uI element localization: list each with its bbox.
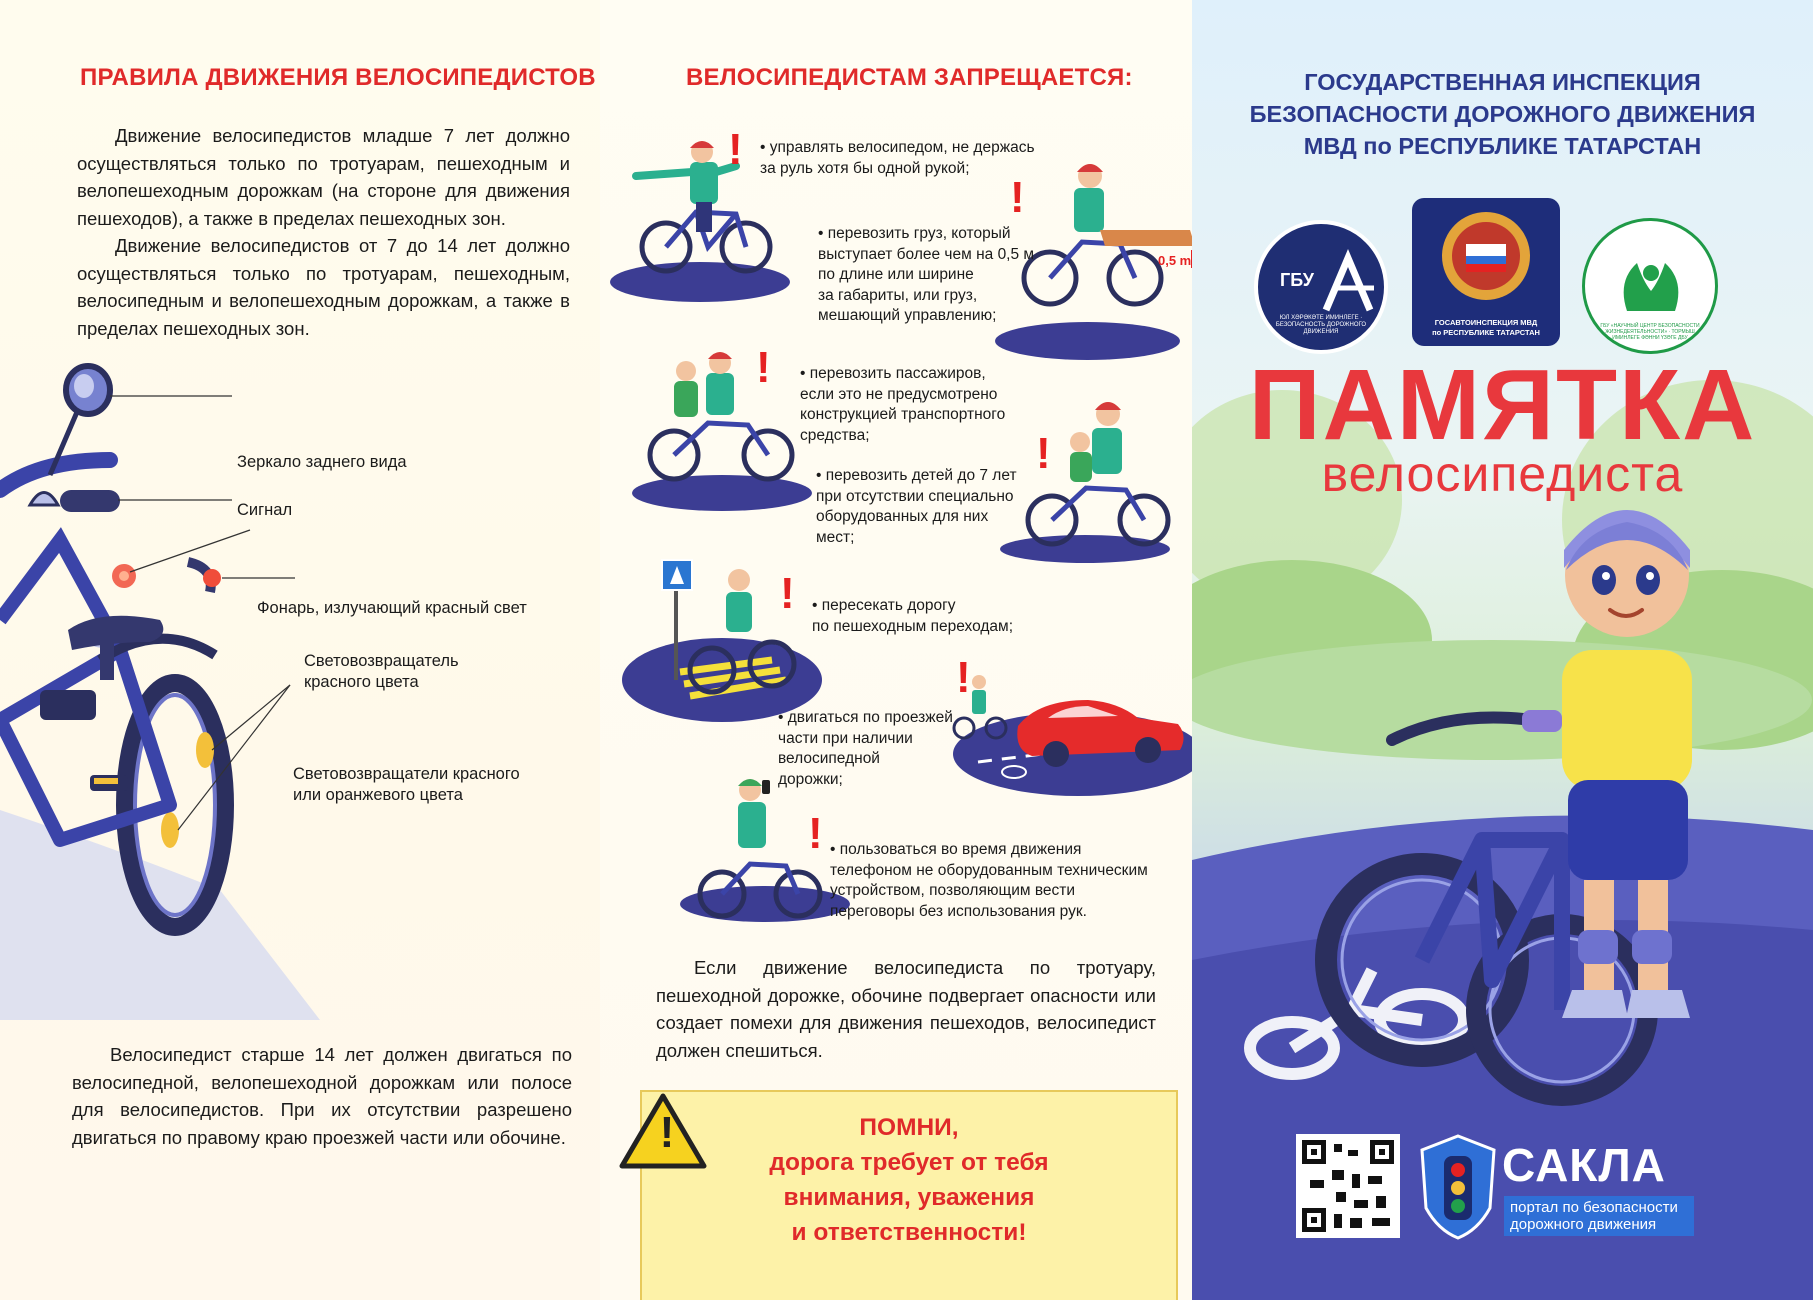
left-panel bbox=[0, 0, 600, 1300]
left-rules-text bbox=[77, 122, 570, 342]
boy-with-bicycle-illustration bbox=[1292, 540, 1732, 1100]
rule-passengers: • перевозить пассажиров, если это не предусмотрено конструкцией транспортного средства; bbox=[800, 365, 1006, 444]
paragraph-under-7: Движение велосипедистов младше 7 лет должно осуществляться только по тротуарам, пешеходным и велопешеходным дорожкам (на стороне для движения пешеходов), а также в пределах пешеходных зон. bbox=[77, 125, 570, 229]
paragraph-7-14: Движение велосипедистов от 7 до 14 лет должно осуществляться только по тротуарам, пешеходным, велосипедным и велопешеходным дорожкам, а также в пределах пешеходных зон. bbox=[77, 235, 570, 339]
gbu-logo bbox=[1254, 220, 1388, 354]
cyclist-phone-illustration bbox=[700, 772, 820, 922]
road-car-illustration bbox=[948, 666, 1188, 796]
sakla-logo[interactable] bbox=[1418, 1134, 1718, 1240]
warning-exclamation-2: ! bbox=[1010, 173, 1025, 222]
warning-exclamation-5: ! bbox=[780, 569, 795, 618]
label-reflector-red: Световозвращатель красного цвета bbox=[304, 652, 459, 691]
label-lamp: Фонарь, излучающий красный свет bbox=[257, 599, 527, 617]
cyclist-child-seat-illustration bbox=[1032, 400, 1182, 550]
rule-cargo: • перевозить груз, который выступает более чем на 0,5 м по длине или ширине за габариты, или груз, мешающий управлению; bbox=[818, 225, 1035, 324]
warning-exclamation-6: ! bbox=[956, 653, 971, 702]
prohibitions-title: ВЕЛОСИПЕДИСТАМ ЗАПРЕЩАЕТСЯ: bbox=[686, 64, 1133, 91]
gai-emblem-icon bbox=[1412, 202, 1560, 312]
phone-icon bbox=[762, 780, 770, 794]
rule-children: • перевозить детей до 7 лет при отсутствии специально оборудованных для них мест; bbox=[816, 467, 1017, 546]
cyclist-passenger-illustration bbox=[638, 355, 808, 485]
rule-road: • двигаться по проезжей части при наличии велосипедной дорожки; bbox=[778, 709, 953, 788]
dismount-paragraph: Если движение велосипедиста по тротуару, пешеходной дорожке, обочине подвергает опасности или создает помехи для движения пешеходов, велосипедист должен спешиться. bbox=[656, 957, 1156, 1061]
bell-icon bbox=[30, 493, 58, 506]
label-bell: Сигнал bbox=[237, 501, 293, 519]
cargo-box-icon bbox=[1100, 230, 1195, 246]
warning-exclamation-7: ! bbox=[808, 809, 823, 858]
warning-exclamation-3: ! bbox=[756, 343, 771, 392]
cargo-measure-label: 0,5 m bbox=[1158, 253, 1192, 268]
paragraph-over-14: Велосипедист старше 14 лет должен двигаться по велосипедной, велопешеходной дорожкам или полосе для велосипедистов. При их отсутствии разрешено двигаться по правому краю проезжей части или обочине. bbox=[72, 1044, 572, 1148]
cover-panel bbox=[1192, 0, 1813, 1300]
remember-box bbox=[640, 1090, 1178, 1300]
safety-center-logo bbox=[1582, 218, 1718, 354]
rule-crosswalk: • пересекать дорогу по пешеходным переходам; bbox=[812, 597, 1014, 635]
bicycle-parts-illustration bbox=[0, 420, 600, 1020]
traffic-light-shield-icon bbox=[1418, 1134, 1498, 1240]
rule-no-hands: • управлять велосипедом, не держась за руль хотя бы одной рукой; bbox=[760, 139, 1035, 177]
road-logo-icon bbox=[1318, 254, 1378, 314]
warning-triangle-mark: ! bbox=[659, 1108, 675, 1157]
label-mirror: Зеркало заднего вида bbox=[237, 453, 407, 471]
hands-heart-icon bbox=[1617, 251, 1687, 321]
rule-phone: • пользоваться во время движения телефоном не оборудованным техническим устройством, позволяющим вести переговоры без использования рук. bbox=[830, 841, 1148, 920]
safety-center-ring: ГБУ «НАУЧНЫЙ ЦЕНТР БЕЗОПАСНОСТИ ЖИЗНЕДЕЯТЕЛЬНОСТИ» · ТОРМЫШ ИМИНЛЕГЕ ФӘННИ ҮЗӘГЕ ДБУ bbox=[1600, 323, 1700, 341]
sakla-name: САКЛА bbox=[1502, 1139, 1666, 1191]
cyclist-no-hands-illustration bbox=[636, 142, 776, 302]
sakla-tagline: портал по безопасности дорожного движения bbox=[1504, 1196, 1694, 1236]
warning-exclamation-4: ! bbox=[1036, 429, 1051, 478]
qr-code-icon bbox=[1302, 1140, 1394, 1232]
warning-exclamation-1: ! bbox=[728, 125, 743, 174]
gai-caption: ГОСАВТОИНСПЕКЦИЯ МВД по РЕСПУБЛИКЕ ТАТАРСТАН bbox=[1432, 318, 1540, 337]
left-title: ПРАВИЛА ДВИЖЕНИЯ ВЕЛОСИПЕДИСТОВ bbox=[80, 64, 596, 91]
gbu-logo-text: ГБУ bbox=[1280, 270, 1314, 290]
rear-reflector-icon bbox=[203, 569, 221, 587]
cover-title: ПАМЯТКА bbox=[1248, 349, 1757, 461]
label-reflectors: Световозвращатели красного или оранжевого цвета bbox=[293, 765, 520, 804]
gai-emblem bbox=[1412, 198, 1560, 346]
remember-text: ПОМНИ, дорога требует от тебя внимания, уважения и ответственности! bbox=[769, 1114, 1049, 1246]
qr-code[interactable] bbox=[1296, 1134, 1400, 1238]
cover-subtitle: велосипедиста bbox=[1321, 446, 1684, 502]
authority-header: ГОСУДАРСТВЕННАЯ ИНСПЕКЦИЯ БЕЗОПАСНОСТИ ДОРОЖНОГО ДВИЖЕНИЯ МВД по РЕСПУБЛИКЕ ТАТАРСТАН bbox=[1249, 69, 1756, 159]
gbu-logo-ring: ЮЛ ХӘРӘКӘТЕ ИМИНЛЕГЕ · БЕЗОПАСНОСТЬ ДОРОЖНОГО ДВИЖЕНИЯ bbox=[1275, 315, 1367, 335]
middle-panel bbox=[600, 0, 1192, 1300]
